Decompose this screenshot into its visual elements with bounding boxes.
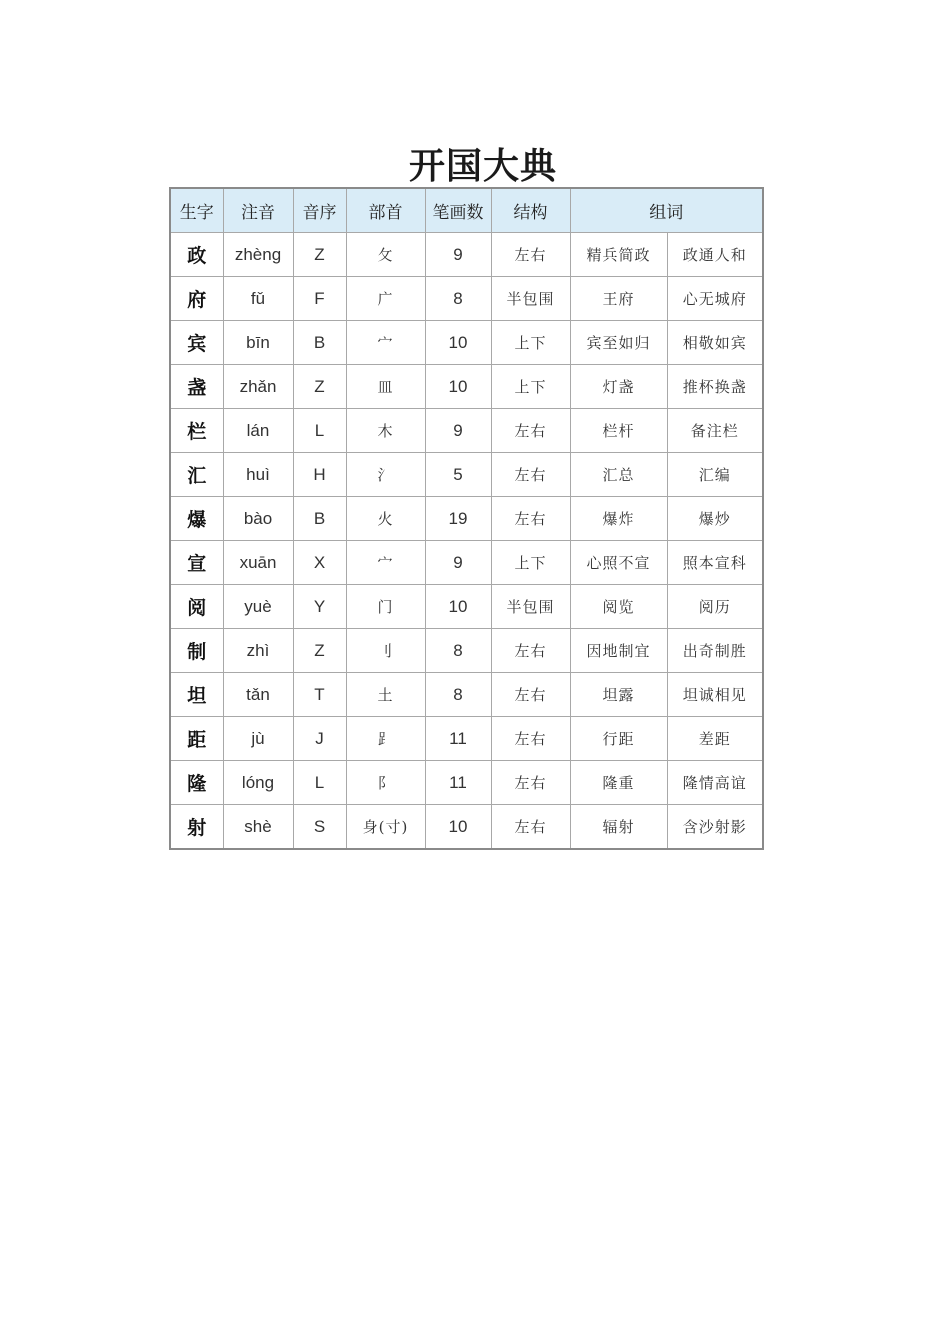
cell-word-1: 爆炸 [570,497,667,541]
cell-pinyin: zhèng [223,233,293,277]
cell-char: 府 [170,277,223,321]
cell-strokes: 9 [425,233,491,277]
header-radical: 部首 [346,188,425,233]
table-row [170,233,763,277]
cell-word-2: 照本宣科 [667,541,763,585]
cell-strokes: 8 [425,277,491,321]
cell-pinyin: lóng [223,761,293,805]
cell-letter: L [293,409,346,453]
cell-char: 盏 [170,365,223,409]
table-header-row [170,188,763,233]
cell-pinyin: shè [223,805,293,850]
cell-word-2: 心无城府 [667,277,763,321]
cell-char: 栏 [170,409,223,453]
cell-structure: 上下 [491,321,570,365]
table-row [170,321,763,365]
cell-strokes: 11 [425,717,491,761]
cell-structure: 半包围 [491,277,570,321]
cell-strokes: 10 [425,365,491,409]
table-row [170,805,763,850]
cell-word-1: 因地制宜 [570,629,667,673]
cell-word-2: 备注栏 [667,409,763,453]
table-row [170,409,763,453]
table-row [170,761,763,805]
cell-radical: 阝 [346,761,425,805]
cell-pinyin: bào [223,497,293,541]
cell-letter: S [293,805,346,850]
cell-strokes: 11 [425,761,491,805]
cell-strokes: 9 [425,409,491,453]
cell-strokes: 10 [425,585,491,629]
cell-strokes: 9 [425,541,491,585]
cell-letter: B [293,497,346,541]
cell-word-1: 灯盏 [570,365,667,409]
cell-structure: 左右 [491,673,570,717]
cell-radical: 身(寸) [346,805,425,850]
cell-radical: 宀 [346,541,425,585]
cell-pinyin: tǎn [223,673,293,717]
table-row [170,453,763,497]
cell-pinyin: zhǎn [223,365,293,409]
cell-char: 爆 [170,497,223,541]
cell-strokes: 8 [425,629,491,673]
cell-word-1: 精兵简政 [570,233,667,277]
cell-word-1: 坦露 [570,673,667,717]
cell-word-1: 行距 [570,717,667,761]
cell-letter: J [293,717,346,761]
cell-radical: 皿 [346,365,425,409]
cell-letter: Y [293,585,346,629]
cell-word-1: 汇总 [570,453,667,497]
cell-pinyin: xuān [223,541,293,585]
cell-radical: 氵 [346,453,425,497]
cell-word-2: 出奇制胜 [667,629,763,673]
cell-strokes: 19 [425,497,491,541]
cell-word-1: 辐射 [570,805,667,850]
header-letter: 音序 [293,188,346,233]
header-pinyin: 注音 [223,188,293,233]
page-title: 开国大典 [408,145,557,187]
cell-structure: 左右 [491,629,570,673]
cell-char: 制 [170,629,223,673]
cell-pinyin: bīn [223,321,293,365]
cell-word-1: 隆重 [570,761,667,805]
cell-letter: B [293,321,346,365]
header-words: 组词 [570,188,763,233]
cell-letter: T [293,673,346,717]
cell-radical: 火 [346,497,425,541]
cell-pinyin: fǔ [223,277,293,321]
cell-strokes: 10 [425,321,491,365]
cell-structure: 半包围 [491,585,570,629]
cell-word-1: 王府 [570,277,667,321]
header-char: 生字 [170,188,223,233]
cell-word-1: 宾至如归 [570,321,667,365]
cell-word-2: 爆炒 [667,497,763,541]
cell-word-2: 差距 [667,717,763,761]
cell-structure: 左右 [491,409,570,453]
cell-char: 距 [170,717,223,761]
header-structure: 结构 [491,188,570,233]
cell-char: 宣 [170,541,223,585]
cell-letter: Z [293,629,346,673]
cell-word-1: 心照不宣 [570,541,667,585]
table-row [170,585,763,629]
cell-structure: 左右 [491,453,570,497]
cell-radical: 门 [346,585,425,629]
cell-letter: H [293,453,346,497]
cell-word-2: 含沙射影 [667,805,763,850]
cell-word-2: 汇编 [667,453,763,497]
cell-radical: 攵 [346,233,425,277]
cell-letter: L [293,761,346,805]
cell-radical: ⻊ [346,717,425,761]
cell-char: 汇 [170,453,223,497]
cell-pinyin: zhì [223,629,293,673]
cell-word-2: 推杯换盏 [667,365,763,409]
table-body [170,233,763,850]
cell-char: 坦 [170,673,223,717]
cell-radical: 宀 [346,321,425,365]
header-strokes: 笔画数 [425,188,491,233]
cell-char: 政 [170,233,223,277]
cell-structure: 左右 [491,717,570,761]
cell-char: 隆 [170,761,223,805]
table-row [170,497,763,541]
cell-structure: 左右 [491,805,570,850]
cell-structure: 上下 [491,541,570,585]
cell-word-1: 栏杆 [570,409,667,453]
cell-radical: 刂 [346,629,425,673]
cell-char: 射 [170,805,223,850]
table-row [170,717,763,761]
cell-structure: 左右 [491,761,570,805]
table-row [170,365,763,409]
cell-word-2: 相敬如宾 [667,321,763,365]
cell-pinyin: jù [223,717,293,761]
cell-structure: 上下 [491,365,570,409]
table-row [170,277,763,321]
cell-structure: 左右 [491,497,570,541]
cell-char: 阅 [170,585,223,629]
table-row [170,541,763,585]
cell-radical: 木 [346,409,425,453]
table-row [170,629,763,673]
cell-radical: 广 [346,277,425,321]
cell-radical: 土 [346,673,425,717]
cell-strokes: 5 [425,453,491,497]
table-row [170,673,763,717]
cell-letter: F [293,277,346,321]
cell-letter: Z [293,233,346,277]
cell-letter: X [293,541,346,585]
cell-pinyin: yuè [223,585,293,629]
cell-pinyin: huì [223,453,293,497]
cell-structure: 左右 [491,233,570,277]
cell-word-2: 坦诚相见 [667,673,763,717]
cell-letter: Z [293,365,346,409]
cell-strokes: 10 [425,805,491,850]
cell-word-1: 阅览 [570,585,667,629]
cell-char: 宾 [170,321,223,365]
cell-word-2: 政通人和 [667,233,763,277]
cell-pinyin: lán [223,409,293,453]
cell-word-2: 阅历 [667,585,763,629]
cell-strokes: 8 [425,673,491,717]
vocabulary-table [169,187,764,850]
cell-word-2: 隆情高谊 [667,761,763,805]
